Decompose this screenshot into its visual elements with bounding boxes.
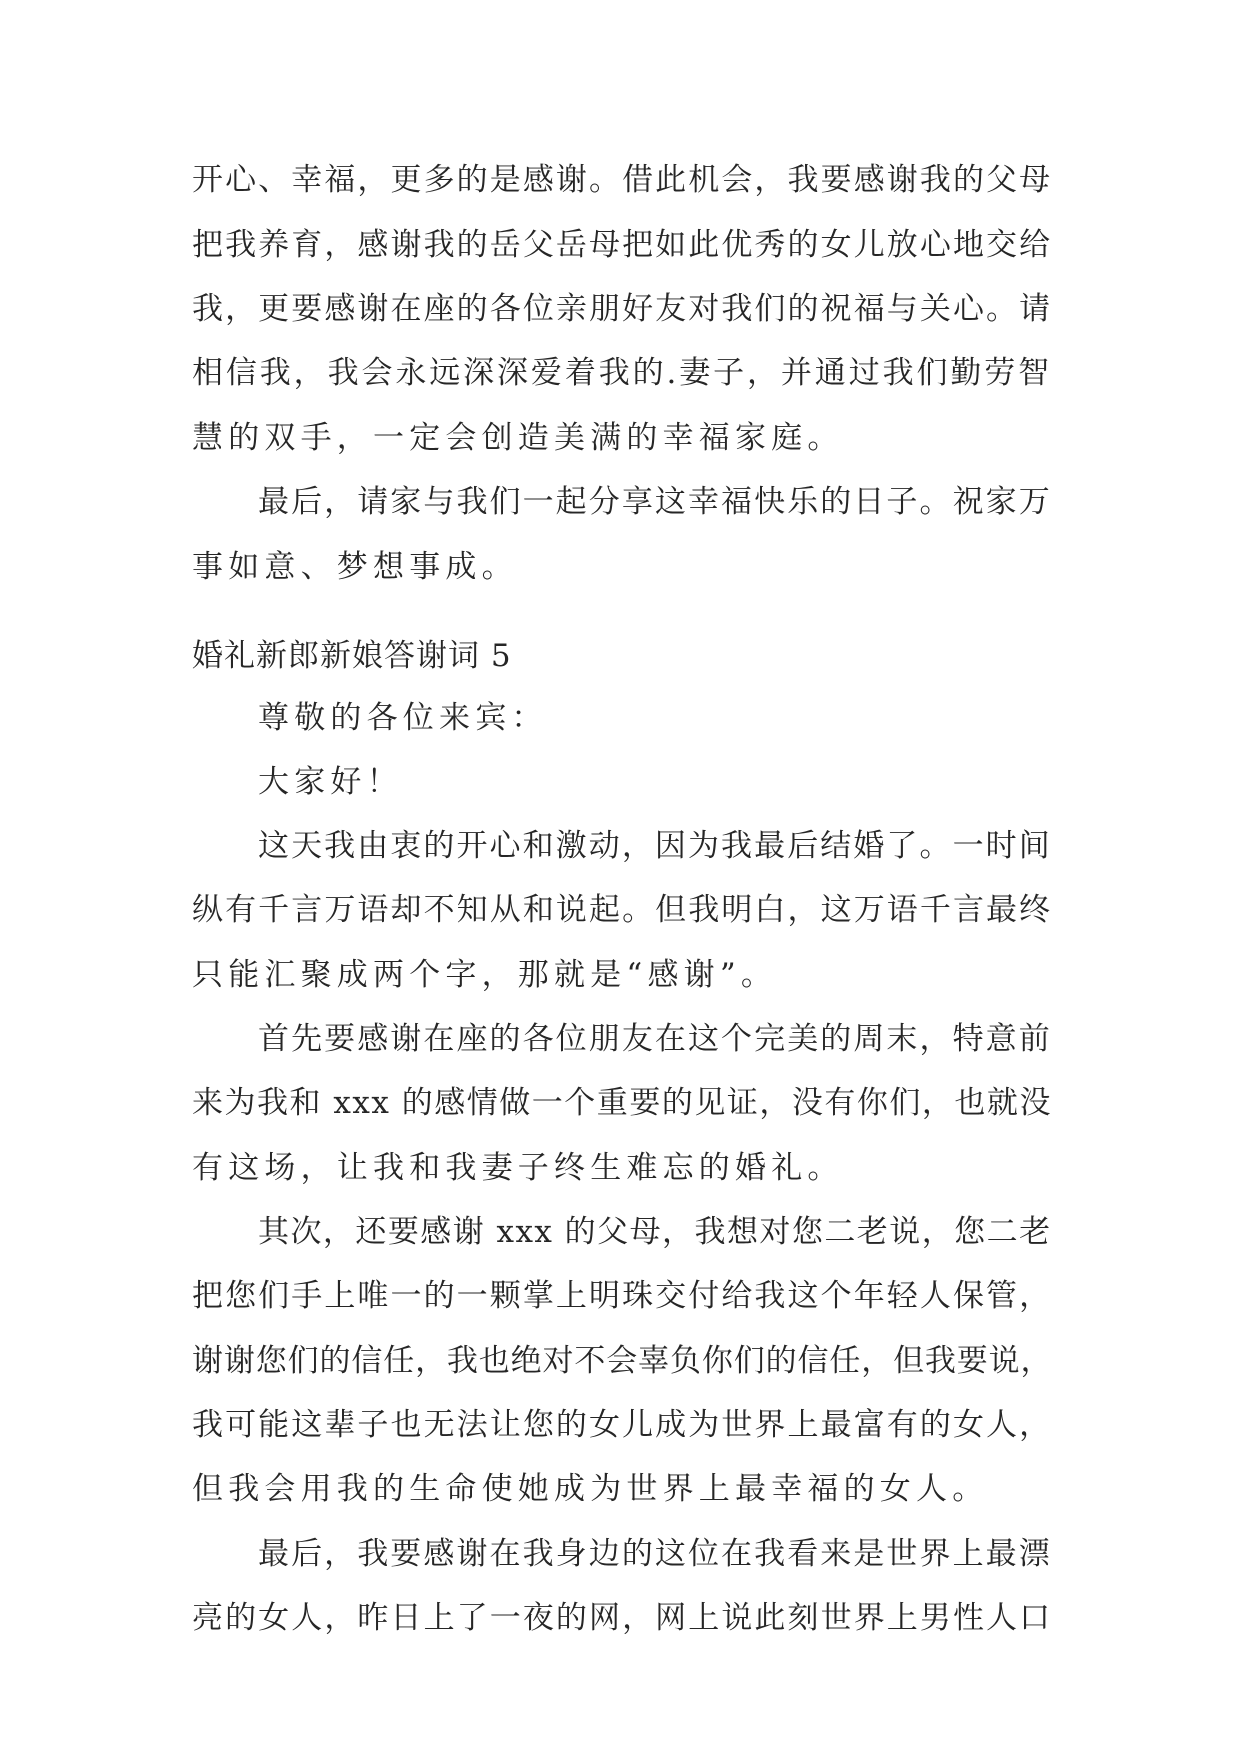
text-line: 把您们手上唯一的一颗掌上明珠交付给我这个年轻人保管， bbox=[192, 1278, 1053, 1314]
salutation: 尊敬的各位来宾： bbox=[258, 700, 548, 736]
text-line: 开心、幸福，更多的是感谢。借此机会，我要感谢我的父母 bbox=[192, 162, 1053, 198]
text-line: 但我会用我的生命使她成为世界上最幸福的女人。 bbox=[192, 1471, 989, 1507]
greeting: 大家好！ bbox=[258, 764, 403, 800]
text-line: 我可能这辈子也无法让您的女儿成为世界上最富有的女人， bbox=[192, 1407, 1053, 1443]
text-line: 我，更要感谢在座的各位亲朋好友对我们的祝福与关心。请 bbox=[192, 291, 1053, 327]
text-line: 有这场，让我和我妻子终生难忘的婚礼。 bbox=[192, 1150, 844, 1186]
paragraph-first-line: 这天我由衷的开心和激动，因为我最后结婚了。一时间 bbox=[258, 828, 1052, 864]
paragraph-first-line: 首先要感谢在座的各位朋友在这个完美的周末，特意前 bbox=[258, 1021, 1052, 1057]
text-line: 事如意、梦想事成。 bbox=[192, 549, 518, 585]
paragraph-first-line: 其次，还要感谢 xxx 的父母，我想对您二老说，您二老 bbox=[258, 1214, 1052, 1250]
text-line: 慧的双手，一定会创造美满的幸福家庭。 bbox=[192, 420, 844, 456]
section-heading: 婚礼新郎新娘答谢词 5 bbox=[192, 638, 512, 674]
paragraph-first-line: 最后，我要感谢在我身边的这位在我看来是世界上最漂 bbox=[258, 1536, 1052, 1572]
text-line: 相信我，我会永远深深爱着我的.妻子，并通过我们勤劳智 bbox=[192, 355, 1053, 391]
text-line: 把我养育，感谢我的岳父岳母把如此优秀的女儿放心地交给 bbox=[192, 227, 1053, 263]
text-line: 来为我和 xxx 的感情做一个重要的见证，没有你们，也就没 bbox=[192, 1085, 1052, 1121]
text-line: 亮的女人，昨日上了一夜的网，网上说此刻世界上男性人口 bbox=[192, 1600, 1053, 1636]
text-line: 纵有千言万语却不知从和说起。但我明白，这万语千言最终 bbox=[192, 892, 1053, 928]
text-line: 谢谢您们的信任，我也绝对不会辜负你们的信任，但我要说， bbox=[192, 1343, 1053, 1379]
text-line: 只能汇聚成两个字，那就是“感谢”。 bbox=[192, 957, 778, 993]
paragraph-first-line: 最后，请家与我们一起分享这幸福快乐的日子。祝家万 bbox=[258, 484, 1052, 520]
